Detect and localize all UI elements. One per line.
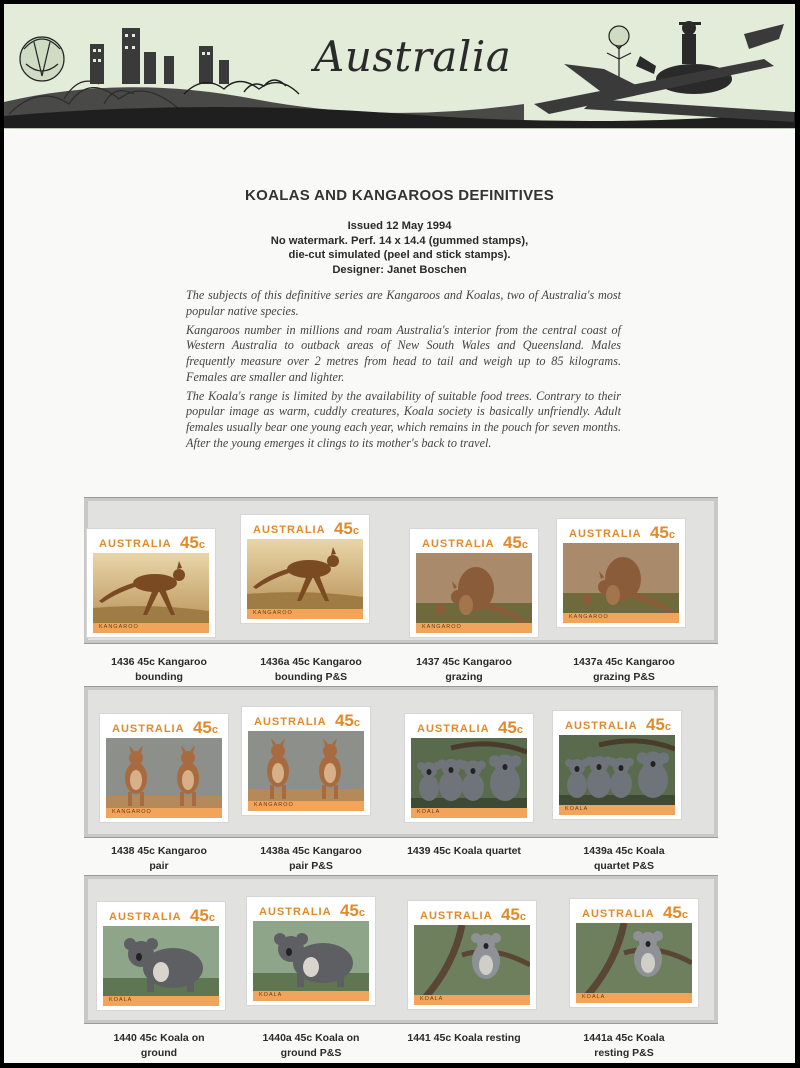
stamp [410, 529, 538, 637]
stamp-country: AUSTRALIA [417, 723, 490, 735]
perforation-info: No watermark. Perf. 14 x 14.4 (gummed stamps), [270, 234, 529, 247]
stamp-band [563, 613, 679, 623]
stamp-value: 45c [189, 906, 215, 925]
stamp-country: AUSTRALIA [253, 524, 326, 536]
stamp [242, 707, 370, 815]
stamp-country: AUSTRALIA [582, 908, 655, 920]
stamp [241, 515, 369, 623]
stamp-picture-koala-quartet [411, 738, 527, 812]
caption-line: 1437 45c Kangaroo [416, 656, 512, 668]
stamp-caption [236, 655, 386, 684]
stamp-picture-koala-resting [414, 925, 530, 999]
caption-line: grazing P&S [593, 670, 655, 683]
issue-date: Issued 12 May 1994 [347, 220, 452, 232]
stamp [100, 714, 228, 822]
stamp [570, 899, 698, 1007]
stamp-band [576, 993, 692, 1003]
caption-line: pair [149, 859, 169, 872]
stamp-country: AUSTRALIA [254, 716, 327, 728]
stamp-country: AUSTRALIA [112, 723, 185, 735]
stamp-caption [84, 655, 234, 684]
stamp-picture-kangaroo-pair [106, 738, 222, 812]
stamp-header [563, 523, 679, 543]
stamp-value: 45c [192, 718, 218, 737]
banner [4, 4, 795, 129]
stamp-country: AUSTRALIA [99, 538, 172, 550]
stamp-band [248, 801, 364, 811]
caption-line: 1438a 45c Kangaroo [260, 845, 362, 857]
banner-title: Australia [314, 32, 512, 81]
stamp [553, 711, 681, 819]
stamp-header [559, 715, 675, 735]
stamp-caption [236, 1031, 386, 1060]
stamp-value: 45c [497, 718, 523, 737]
description-paragraph: The subjects of this definitive series are Kangaroos and Koalas, two of Australia's most popular native species. [186, 288, 621, 318]
stamp-value: 45c [333, 519, 359, 538]
stamp-picture-kangaroo-bounding [93, 553, 209, 627]
stamp-band-label: KOALA [420, 996, 444, 1002]
caption-line: 1440a 45c Koala on [262, 1032, 360, 1044]
stamp-header [253, 901, 369, 921]
caption-line: quartet P&S [593, 859, 655, 872]
page-title: KOALAS AND KANGAROOS DEFINITIVES [244, 187, 555, 204]
stamp-value: 45c [339, 901, 365, 920]
stamp-caption [389, 844, 539, 859]
stamp-band [247, 609, 363, 619]
caption-line: 1439a 45c Koala [583, 845, 665, 857]
stamp-band-label: KOALA [582, 994, 606, 1000]
caption-line: ground P&S [280, 1046, 342, 1059]
stamp-band-label: KANGAROO [569, 614, 609, 620]
stamp-picture-kangaroo-bounding [247, 539, 363, 613]
stamp-country: AUSTRALIA [109, 911, 182, 923]
stamp-value: 45c [179, 533, 205, 552]
stamp-value: 45c [502, 533, 528, 552]
stamp-caption [84, 1031, 234, 1060]
caption-line: 1438 45c Kangaroo [111, 845, 207, 857]
description [186, 288, 621, 455]
description-paragraph: The Koala's range is limited by the availability of suitable food trees. Contrary to their popular image as warm, cuddly creatures, Koala society is basically unfriendly. Adult females usually bear one young each year, which remains in the pouch for seven months. After the young emerges it clings to its mother's back to travel. [186, 388, 621, 450]
caption-line: pair P&S [289, 859, 333, 872]
stamp-country: AUSTRALIA [259, 906, 332, 918]
caption-line: 1436 45c Kangaroo [111, 656, 207, 668]
stamp-band-label: KANGAROO [253, 610, 293, 616]
stamp-header [103, 906, 219, 926]
stamp-header [576, 903, 692, 923]
caption-line: 1441a 45c Koala [583, 1032, 665, 1044]
stamp-country: AUSTRALIA [422, 538, 495, 550]
caption-line: 1436a 45c Kangaroo [260, 656, 362, 668]
die-cut-info: die-cut simulated (peel and stick stamps). [288, 249, 511, 261]
stamp-caption [549, 844, 699, 873]
stamp [405, 714, 533, 822]
stamp-country: AUSTRALIA [569, 528, 642, 540]
stamp-caption [389, 655, 539, 684]
stamp-picture-koala-ground [253, 921, 369, 995]
album-page [4, 4, 795, 1063]
stamp [247, 897, 375, 1005]
stamp-value: 45c [662, 903, 688, 922]
stamp-header [248, 711, 364, 731]
stamp-value: 45c [649, 523, 675, 542]
stamp-caption [84, 844, 234, 873]
stamp-band [559, 805, 675, 815]
caption-line: bounding P&S [274, 670, 348, 683]
stamp-band [411, 808, 527, 818]
stamp-caption [549, 1031, 699, 1060]
caption-line: ground [140, 1046, 178, 1059]
stamp-band [103, 996, 219, 1006]
caption-line: 1441 45c Koala resting [407, 1032, 521, 1044]
stamp-picture-koala-resting [576, 923, 692, 997]
stamp [557, 519, 685, 627]
caption-line: 1437a 45c Kangaroo [573, 656, 675, 668]
caption-line: 1439 45c Koala quartet [407, 845, 521, 857]
stamp-caption [236, 844, 386, 873]
banner-divider [4, 128, 795, 129]
stamp-band-label: KOALA [259, 992, 283, 998]
stamp-picture-kangaroo-pair [248, 731, 364, 805]
stamp [408, 901, 536, 1009]
stamp-header [414, 905, 530, 925]
caption-line: bounding [135, 670, 183, 683]
stamp-band [93, 623, 209, 633]
caption-line: grazing [445, 670, 483, 683]
stamp-band-label: KANGAROO [422, 624, 462, 630]
stamp-picture-kangaroo-grazing [563, 543, 679, 617]
stamp-band [414, 995, 530, 1005]
stamp-band-label: KOALA [417, 809, 441, 815]
stamp-picture-koala-quartet [559, 735, 675, 809]
stamp-picture-kangaroo-grazing [416, 553, 532, 627]
stamp-value: 45c [645, 715, 671, 734]
description-paragraph: Kangaroos number in millions and roam Australia's interior from the central coast of Western Australia to outback areas of New South Wales and Queensland. Males frequently measure over 2 metres from head to tail and weigh up to 85 kilograms. Females are smaller and lighter. [186, 322, 621, 384]
stamp-caption [389, 1031, 539, 1046]
stamp-header [106, 718, 222, 738]
stamp-band [253, 991, 369, 1001]
stamp-value: 45c [334, 711, 360, 730]
stamp-band [416, 623, 532, 633]
designer: Designer: Janet Boschen [332, 263, 467, 276]
stamp-header [93, 533, 209, 553]
stamp [87, 529, 215, 637]
stamp-country: AUSTRALIA [420, 910, 493, 922]
caption-line: resting P&S [594, 1046, 654, 1059]
stamp-band-label: KANGAROO [99, 624, 139, 630]
stamp-band-label: KOALA [109, 997, 133, 1003]
stamp-value: 45c [500, 905, 526, 924]
stamp-country: AUSTRALIA [565, 720, 638, 732]
stamp [97, 902, 225, 1010]
stamp-picture-koala-ground [103, 926, 219, 1000]
issue-details [4, 219, 795, 277]
stamp-header [247, 519, 363, 539]
stamp-band [106, 808, 222, 818]
stamp-caption [549, 655, 699, 684]
stamp-band-label: KANGAROO [254, 802, 294, 808]
stamp-header [411, 718, 527, 738]
stamp-band-label: KANGAROO [112, 809, 152, 815]
stamp-header [416, 533, 532, 553]
caption-line: 1440 45c Koala on [113, 1032, 205, 1044]
stamp-band-label: KOALA [565, 806, 589, 812]
